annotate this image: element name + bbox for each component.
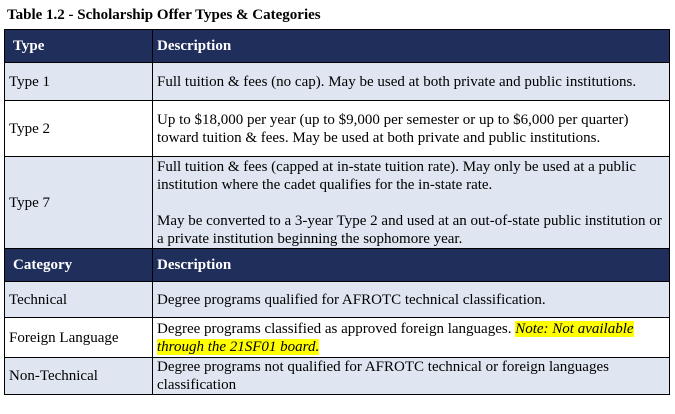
scholarship-table [4,29,670,395]
highlighted-note: Note: Not available through the 21SF01 board. [157,320,634,355]
type-description: Up to $18,000 per year (up to $9,000 per semester or up to $6,000 per quarter) toward tuition & fees. May be used at both private and public institutions. [153,101,670,157]
category-column-header: Category [5,249,153,282]
category-description [153,318,670,358]
type-description-paragraph: Full tuition & fees (capped at in-state tuition rate). May only be used at a public institution where the cadet qualifies for the in-state rate. [157,158,637,193]
type-label: Type 2 [5,101,153,157]
type-label: Type 7 [5,157,153,249]
category-description: Degree programs not qualified for AFROTC technical or foreign languages classification [153,358,670,395]
type-description-paragraph: May be converted to a 3-year Type 2 and used at an out-of-state public institution or a private institution beginning the sophomore year. [157,212,662,247]
category-header-row [5,249,670,282]
type-description [153,157,670,249]
type-description-column-header: Description [153,30,670,63]
category-label: Technical [5,282,153,318]
table-row-type-2 [5,101,670,157]
type-header-row [5,30,670,63]
table-row-technical [5,282,670,318]
table-row-type-1 [5,63,670,101]
category-description-text: Degree programs classified as approved foreign languages. [157,320,516,337]
type-description: Full tuition & fees (no cap). May be used at both private and public institutions. [153,63,670,101]
category-description: Degree programs qualified for AFROTC technical classification. [153,282,670,318]
category-label: Non-Technical [5,358,153,395]
table-caption: Table 1.2 - Scholarship Offer Types & Categories [7,7,321,23]
category-label: Foreign Language [5,318,153,358]
table-row-foreign-language [5,318,670,358]
type-column-header: Type [5,30,153,63]
category-description-column-header: Description [153,249,670,282]
type-label: Type 1 [5,63,153,101]
table-row-non-technical [5,358,670,395]
table-row-type-7 [5,157,670,249]
